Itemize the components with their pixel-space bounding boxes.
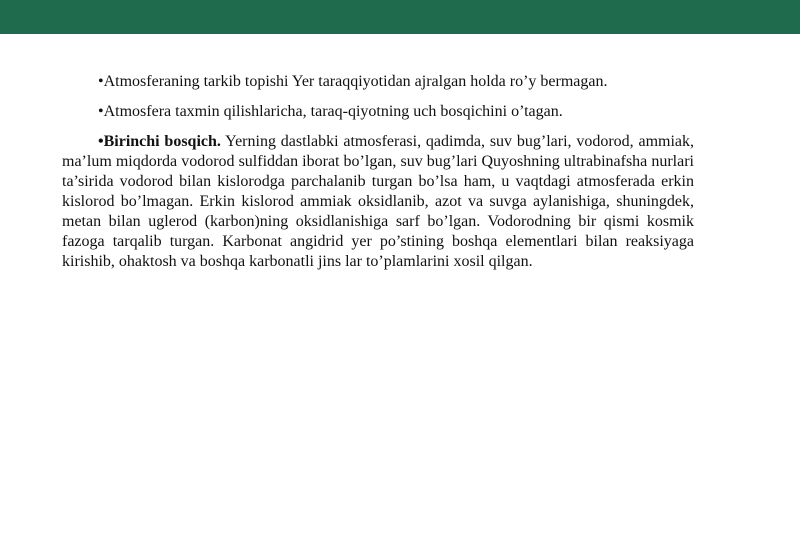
slide-body — [62, 72, 726, 272]
paragraph-text: •Atmosferaning tarkib topishi Yer taraqqiyotidan ajralgan holda ro’y bermagan. — [98, 73, 608, 90]
paragraph-text: •Atmosfera taxmin qilishlaricha, taraq-qiyotning uch bosqichini o’tagan. — [98, 103, 563, 120]
header-accent-bar — [0, 0, 800, 34]
paragraph-text: Yerning dastlabki atmosferasi, qadimda, suv bug’lari, vodorod, ammiak, ma’lum miqdorda vodorod sulfiddan iborat bo’lgan, suv bug’lari Quyoshning ultrabinafsha nurlari ta’sirida vodorod bilan kislorodga parchalanib turgan bo’lsa ham, u vaqtdagi atmosferada erkin kislorod bo’lmagan. Erkin kislorod ammiak oksidlanib, azot va suvga aylanishiga, shuningdek, metan bilan uglerod (karbon)ning oksidlanishiga sarf bo’lgan. Vodorodning bir qismi kosmik fazoga tarqalib turgan. Karbonat angidrid yer po’stining boshqa elementlari bilan reaksiyaga kirishib, ohaktosh va boshqa karbonatli jins lar to’plamlarini xosil qilgan. — [62, 133, 695, 270]
paragraph-three-stages — [62, 102, 726, 122]
paragraph-bold-lead: •Birinchi bosqich. — [98, 133, 221, 150]
paragraph-atmosphere-composition — [62, 72, 726, 92]
paragraph-first-stage — [62, 132, 694, 272]
